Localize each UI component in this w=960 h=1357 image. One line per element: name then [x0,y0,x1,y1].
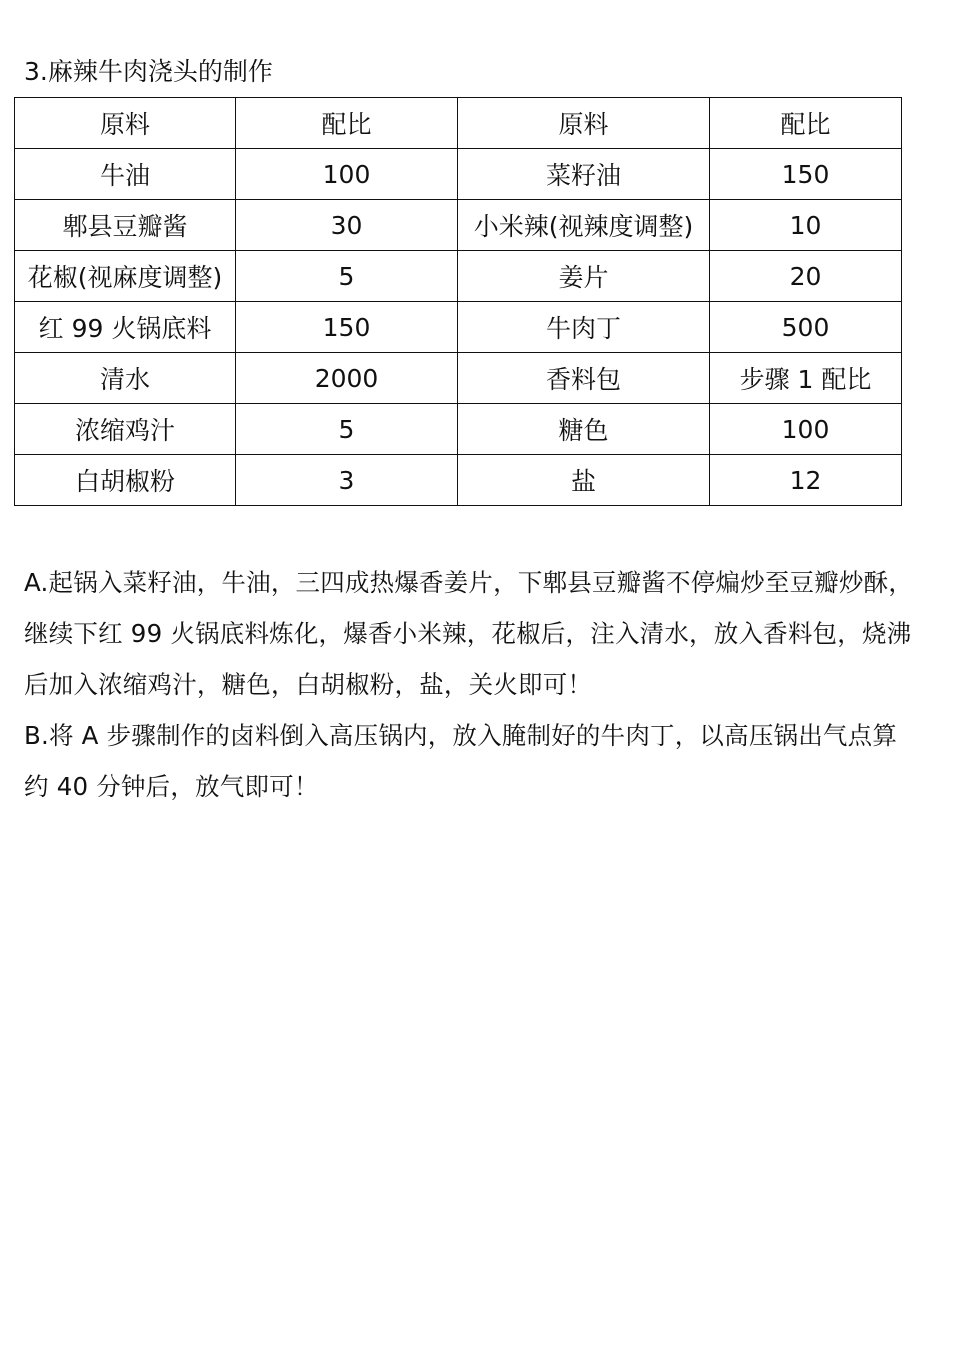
ratio-cell: 步骤 1 配比 [710,353,902,404]
ratio-cell: 100 [236,149,458,200]
ratio-cell: 5 [236,251,458,302]
ratio-cell: 30 [236,200,458,251]
ingredient-cell: 香料包 [458,353,710,404]
ingredient-cell: 红 99 火锅底料 [15,302,236,353]
ingredient-cell: 糖色 [458,404,710,455]
step-a [24,557,944,710]
ingredient-cell: 盐 [458,455,710,506]
ingredient-cell: 小米辣(视辣度调整) [458,200,710,251]
header-ingredient: 原料 [458,98,710,149]
ratio-cell: 150 [710,149,902,200]
ingredient-cell: 花椒(视麻度调整) [15,251,236,302]
table-row [15,455,902,506]
ratio-cell: 500 [710,302,902,353]
header-ingredient: 原料 [15,98,236,149]
ingredient-cell: 浓缩鸡汁 [15,404,236,455]
step-b-line: 约 40 分钟后，放气即可！ [24,772,319,801]
table-row [15,353,902,404]
ratio-cell: 2000 [236,353,458,404]
recipe-table [14,97,902,506]
ratio-cell: 5 [236,404,458,455]
step-a-line: 后加入浓缩鸡汁，糖色，白胡椒粉，盐，关火即可！ [24,670,593,699]
ingredient-cell: 牛油 [15,149,236,200]
table-row [15,302,902,353]
ratio-cell: 150 [236,302,458,353]
header-ratio: 配比 [710,98,902,149]
table-row [15,149,902,200]
table-header-row [15,98,902,149]
ratio-cell: 20 [710,251,902,302]
ratio-cell: 12 [710,455,902,506]
ingredient-cell: 白胡椒粉 [15,455,236,506]
step-a-line: 继续下红 99 火锅底料炼化，爆香小米辣，花椒后，注入清水，放入香料包，烧沸 [24,619,912,648]
ingredient-cell: 牛肉丁 [458,302,710,353]
header-ratio: 配比 [236,98,458,149]
ratio-cell: 10 [710,200,902,251]
table-row [15,200,902,251]
step-b-line: B.将 A 步骤制作的卤料倒入高压锅内，放入腌制好的牛肉丁，以高压锅出气点算 [24,721,898,750]
ingredient-cell: 姜片 [458,251,710,302]
ratio-cell: 100 [710,404,902,455]
table-row [15,404,902,455]
ingredient-cell: 郫县豆瓣酱 [15,200,236,251]
section-title: 3.麻辣牛肉浇头的制作 [24,57,273,86]
ingredient-cell: 菜籽油 [458,149,710,200]
step-b [24,710,944,812]
table-row [15,251,902,302]
ratio-cell: 3 [236,455,458,506]
instruction-steps [24,557,944,812]
step-a-line: A.起锅入菜籽油，牛油，三四成热爆香姜片，下郫县豆瓣酱不停煸炒至豆瓣炒酥， [24,568,914,597]
ingredient-cell: 清水 [15,353,236,404]
